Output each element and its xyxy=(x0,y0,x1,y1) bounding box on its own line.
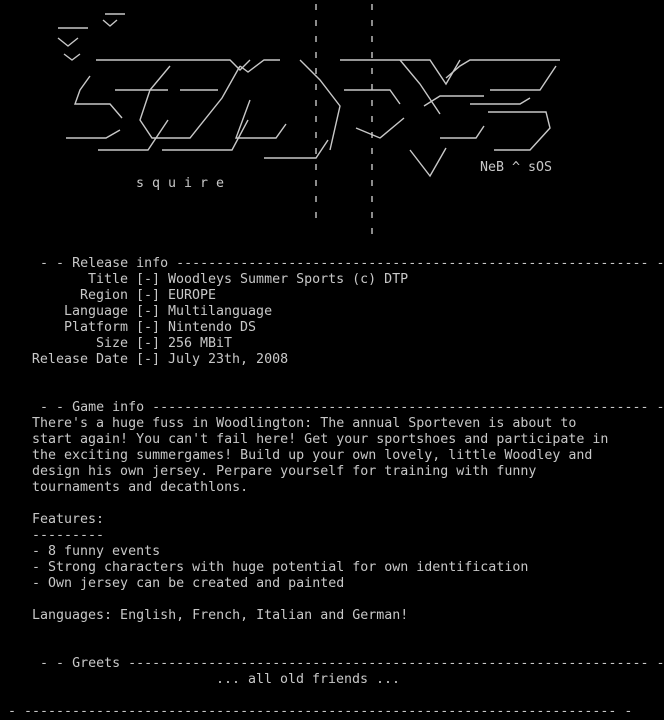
features-list xyxy=(8,544,640,592)
section-title-release: Release info xyxy=(72,256,169,271)
section-title-game: Game info xyxy=(72,400,145,415)
release-row xyxy=(8,336,640,352)
release-row xyxy=(8,320,640,336)
release-mark: [-] xyxy=(135,272,161,287)
release-label: Size xyxy=(95,336,128,351)
feature-item: - 8 funny events xyxy=(32,544,161,559)
release-mark: [-] xyxy=(135,336,161,351)
feature-item: - Own jersey can be created and painted xyxy=(32,576,345,591)
release-value: 256 MBiT xyxy=(168,336,233,351)
group-tag: NeB ^ sOS xyxy=(480,160,553,175)
release-value: Multilanguage xyxy=(168,304,273,319)
section-separator-greets: - - Greets ----------------------------------------------------------------- - xyxy=(40,656,664,671)
description-line: the exciting summergames! Build up your own lovely, little Woodley and xyxy=(32,448,593,463)
release-value: Woodleys Summer Sports (c) DTP xyxy=(168,272,409,287)
game-description xyxy=(8,416,640,496)
release-info-list xyxy=(8,272,640,368)
nfo-body xyxy=(8,240,664,720)
release-label: Region xyxy=(79,288,128,303)
release-mark: [-] xyxy=(135,320,161,335)
nfo-logo xyxy=(0,0,640,240)
greets-text: ... all old friends ... xyxy=(215,672,401,687)
languages-line: Languages: English, French, Italian and German! xyxy=(32,608,409,623)
release-value: EUROPE xyxy=(168,288,217,303)
release-mark: [-] xyxy=(135,288,161,303)
release-row xyxy=(8,304,640,320)
description-line: design his own jersey. Perpare yourself for training with funny xyxy=(32,464,537,479)
logo-art-icon xyxy=(0,0,640,240)
section-separator-release: - - Release info ----------------------------------------------------------- - xyxy=(40,256,664,271)
section-separator-game: - - Game info -------------------------------------------------------------- - xyxy=(40,400,664,415)
release-label: Title xyxy=(87,272,128,287)
section-title-greets: Greets xyxy=(72,656,121,671)
description-line: There's a huge fuss in Woodlington: The annual Sporteven is about to xyxy=(32,416,577,431)
release-row xyxy=(8,272,640,288)
release-value: July 23th, 2008 xyxy=(168,352,289,367)
release-label: Release Date xyxy=(31,352,128,367)
release-label: Language xyxy=(63,304,128,319)
description-line: tournaments and decathlons. xyxy=(32,480,249,495)
release-row xyxy=(8,352,640,368)
feature-item: - Strong characters with huge potential for own identification xyxy=(32,560,529,575)
release-label: Platform xyxy=(63,320,128,335)
features-underline: --------- xyxy=(32,528,105,543)
section-separator-end: - -------------------------------------------------------------------------- - xyxy=(8,704,633,719)
release-row xyxy=(8,288,640,304)
release-mark: [-] xyxy=(135,352,161,367)
signature: s q u i r e xyxy=(136,176,225,191)
features-heading: Features: xyxy=(32,512,105,527)
release-mark: [-] xyxy=(135,304,161,319)
description-line: start again! You can't fail here! Get your sportshoes and participate in xyxy=(32,432,609,447)
release-value: Nintendo DS xyxy=(168,320,257,335)
